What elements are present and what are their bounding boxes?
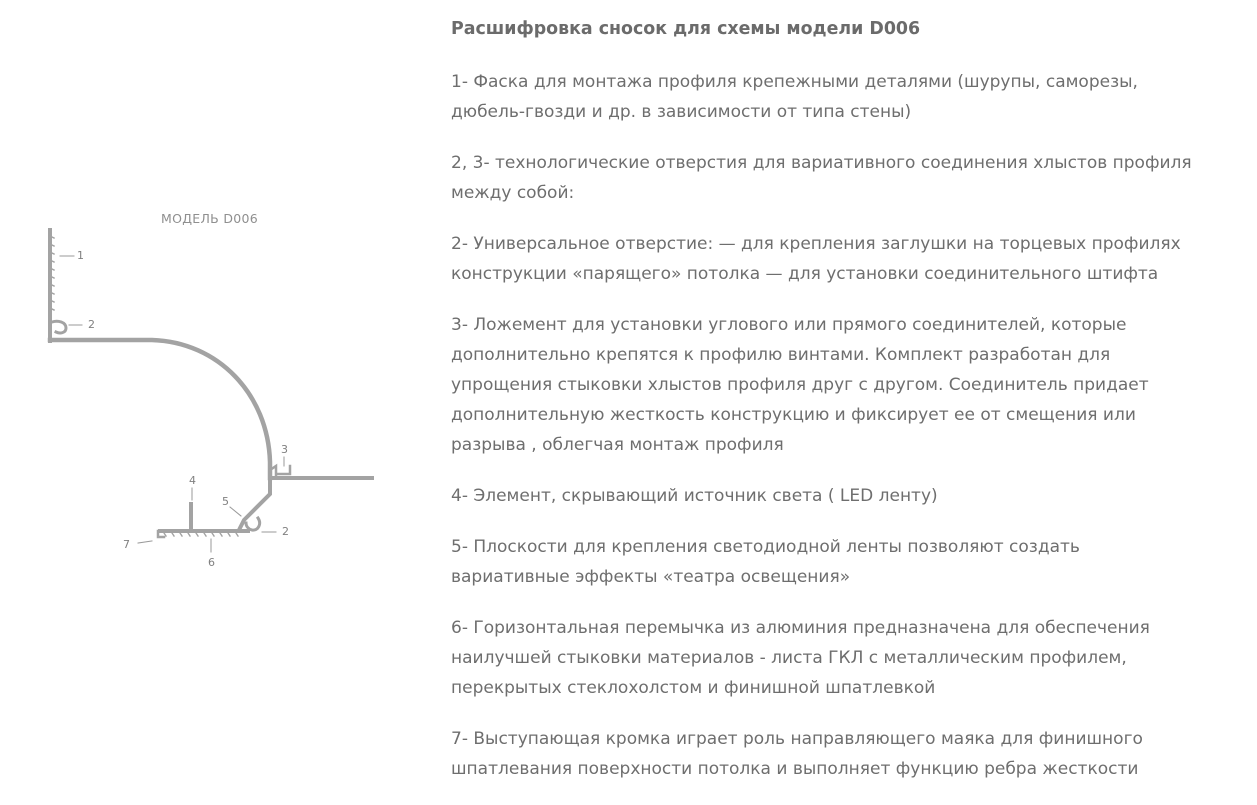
model-label: МОДЕЛЬ D006 [161, 211, 259, 226]
legend-line: 3- Ложемент для установки углового или прямого соединителей, которые [451, 315, 1127, 335]
diagonal-plane [240, 480, 270, 528]
hole-bottom [246, 518, 260, 530]
callout-6: 6 [208, 556, 215, 569]
legend-item-5 [451, 532, 1241, 592]
callout-7: 7 [123, 538, 130, 551]
legend-line: перекрытых стеклохолстом и финишной шпатлевкой [451, 678, 936, 698]
callout-1: 1 [77, 249, 84, 262]
callout-5: 5 [222, 495, 229, 508]
legend [451, 14, 1241, 805]
legend-item-6 [451, 613, 1241, 703]
legend-line: 5- Плоскости для крепления светодиодной ленты позволяют создать [451, 537, 1080, 557]
legend-heading: Расшифровка сносок для схемы модели D006 [451, 19, 921, 39]
main-curve [50, 340, 270, 478]
profile-drawing [0, 0, 420, 796]
legend-line: 1- Фаска для монтажа профиля крепежными деталями (шурупы, саморезы, [451, 72, 1138, 92]
legend-item-2 [451, 229, 1241, 289]
leader-5 [230, 507, 241, 516]
legend-item-3 [451, 310, 1241, 460]
legend-item-2-3 [451, 148, 1241, 208]
legend-line: 6- Горизонтальная перемычка из алюминия предназначена для обеспечения [451, 618, 1150, 638]
legend-line: 2- Универсальное отверстие: — для крепления заглушки на торцевых профилях [451, 234, 1181, 254]
legend-line: дополнительно крепятся к профилю винтами. Комплект разработан для [451, 345, 1111, 365]
legend-line: дюбель-гвозди и др. в зависимости от типа стены) [451, 102, 912, 122]
callout-4: 4 [189, 474, 196, 487]
legend-line: конструкции «парящего» потолка — для установки соединительного штифта [451, 264, 1159, 284]
legend-line: дополнительную жесткость конструкцию и фиксирует ее от смещения или [451, 405, 1136, 425]
legend-line: 7- Выступающая кромка играет роль направляющего маяка для финишного [451, 729, 1143, 749]
legend-line: разрыва , облегчая монтаж профиля [451, 435, 784, 455]
legend-item-1 [451, 67, 1241, 127]
legend-line: шпатлевания поверхности потолка и выполняет функцию ребра жесткости [451, 759, 1139, 779]
legend-item-4 [451, 481, 1241, 511]
callout-2-top: 2 [88, 318, 95, 331]
legend-line: наилучшей стыковки материалов - листа ГКЛ с металлическим профилем, [451, 648, 1127, 668]
legend-line: вариативные эффекты «театра освещения» [451, 567, 851, 587]
bridge-serration [164, 533, 238, 536]
legend-line: 4- Элемент, скрывающий источник света ( LED ленту) [451, 486, 938, 506]
legend-line: между собой: [451, 183, 575, 203]
legend-line: упрощения стыковки хлыстов профиля друг с другом. Соединитель придает [451, 375, 1149, 395]
hole-top [52, 321, 66, 333]
legend-line: 2, 3- технологические отверстия для вариативного соединения хлыстов профиля [451, 153, 1192, 173]
legend-item-7 [451, 724, 1241, 784]
leader-7 [138, 541, 152, 543]
callout-3: 3 [281, 443, 288, 456]
profile-diagram [0, 0, 420, 796]
callout-2-bottom: 2 [282, 525, 289, 538]
